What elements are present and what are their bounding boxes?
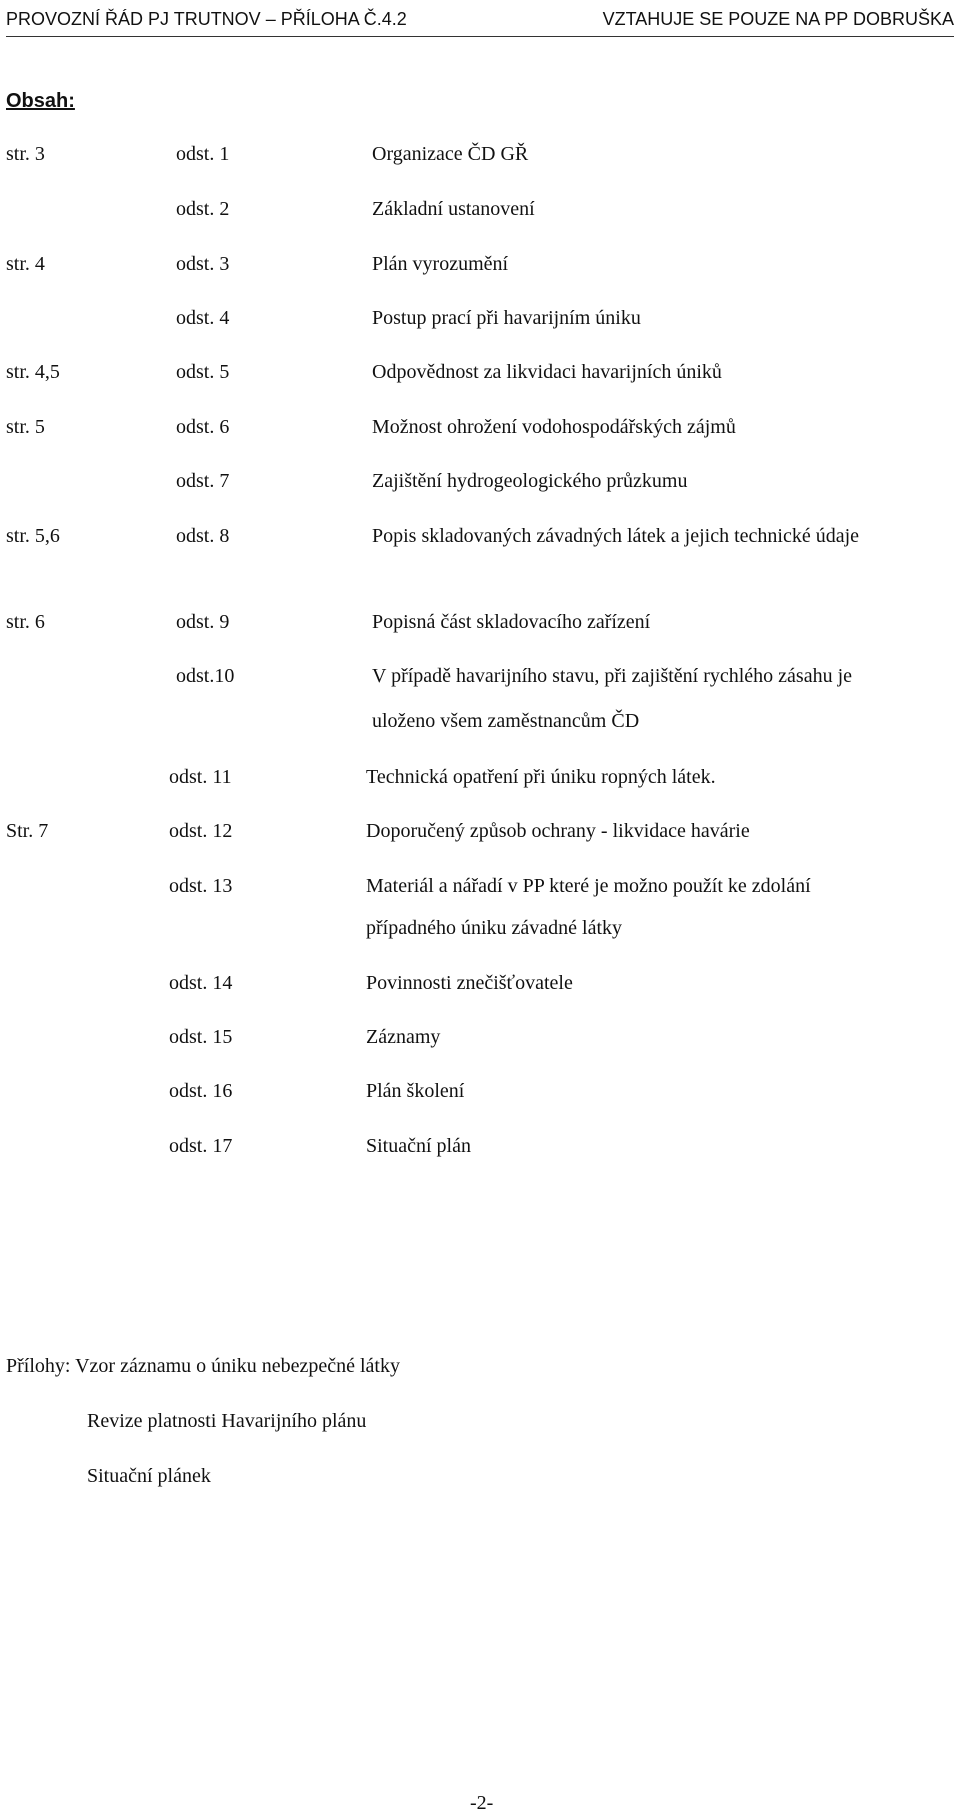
toc-text: Plán vyrozumění <box>372 253 509 275</box>
toc-text: Povinnosti znečišťovatele <box>366 972 573 994</box>
toc-text: Možnost ohrožení vodohospodářských zájmů <box>372 416 736 438</box>
toc-text: Popis skladovaných závadných látek a jejich technické údaje <box>372 525 860 547</box>
header-left: PROVOZNÍ ŘÁD PJ TRUTNOV – PŘÍLOHA Č.4.2 <box>6 9 407 29</box>
appendix-row <box>6 1351 400 1381</box>
toc-section: odst. 17 <box>169 1135 233 1157</box>
toc-text: V případě havarijního stavu, při zajištění rychlého zásahu je <box>372 665 853 687</box>
toc-text: Doporučený způsob ochrany - likvidace havárie <box>366 820 750 842</box>
appendix-item: Situační plánek <box>87 1465 211 1487</box>
toc-text: Plán školení <box>366 1080 465 1102</box>
toc-section: odst. 13 <box>169 875 233 897</box>
toc-row <box>0 968 960 998</box>
toc-text: Odpovědnost za likvidaci havarijních úniků <box>372 361 722 383</box>
appendix-label: Přílohy: <box>6 1355 71 1377</box>
toc-page: str. 5,6 <box>6 525 60 547</box>
toc-row <box>0 871 960 901</box>
toc-section: odst. 2 <box>176 198 230 220</box>
toc-row <box>0 1022 960 1052</box>
toc-text: Popisná část skladovacího zařízení <box>372 611 651 633</box>
toc-section: odst. 8 <box>176 525 230 547</box>
appendix-row <box>87 1461 211 1491</box>
toc-row-continuation <box>0 706 960 736</box>
toc-row <box>0 357 960 387</box>
appendix-item: Revize platnosti Havarijního plánu <box>87 1410 367 1432</box>
toc-section: odst. 15 <box>169 1026 233 1048</box>
toc-text-continued: uloženo všem zaměstnancům ČD <box>372 710 640 732</box>
toc-text: Materiál a nářadí v PP které je možno použít ke zdolání <box>366 875 811 897</box>
toc-section: odst. 16 <box>169 1080 233 1102</box>
toc-row <box>0 194 960 224</box>
toc-section: odst. 3 <box>176 253 230 275</box>
toc-section: odst.10 <box>176 665 235 687</box>
toc-row <box>0 1076 960 1106</box>
toc-text: Technická opatření při úniku ropných látek. <box>366 766 716 788</box>
toc-row <box>0 661 960 691</box>
toc-row <box>0 249 960 279</box>
page-number: -2- <box>470 1792 494 1814</box>
toc-text-continued: případného úniku závadné látky <box>366 917 623 939</box>
toc-row <box>0 1131 960 1161</box>
toc-text: Základní ustanovení <box>372 198 535 220</box>
appendix-row <box>87 1406 366 1436</box>
header-rule <box>6 36 954 37</box>
toc-section: odst. 14 <box>169 972 233 994</box>
toc-section: odst. 9 <box>176 611 230 633</box>
toc-row <box>0 139 960 169</box>
toc-row <box>0 303 960 333</box>
toc-page: str. 4 <box>6 253 45 275</box>
toc-row-continuation <box>0 913 960 943</box>
toc-row <box>0 607 960 637</box>
toc-section: odst. 5 <box>176 361 230 383</box>
toc-row <box>0 762 960 792</box>
toc-text: Organizace ČD GŘ <box>372 143 529 165</box>
toc-text: Situační plán <box>366 1135 471 1157</box>
toc-page: str. 6 <box>6 611 45 633</box>
toc-page: str. 3 <box>6 143 45 165</box>
toc-row <box>0 816 960 846</box>
toc-section: odst. 6 <box>176 416 230 438</box>
toc-page: Str. 7 <box>6 820 49 842</box>
toc-page: str. 5 <box>6 416 45 438</box>
appendix-item: Vzor záznamu o úniku nebezpečné látky <box>75 1355 400 1377</box>
toc-section: odst. 4 <box>176 307 230 329</box>
toc-section: odst. 12 <box>169 820 233 842</box>
toc-page: str. 4,5 <box>6 361 60 383</box>
toc-title: Obsah: <box>6 90 75 112</box>
toc-text: Zajištění hydrogeologického průzkumu <box>372 470 688 492</box>
toc-row <box>0 521 960 551</box>
toc-text: Záznamy <box>366 1026 441 1048</box>
toc-section: odst. 1 <box>176 143 230 165</box>
toc-text: Postup prací při havarijním úniku <box>372 307 641 329</box>
toc-section: odst. 7 <box>176 470 230 492</box>
toc-row <box>0 412 960 442</box>
toc-row <box>0 466 960 496</box>
header-right: VZTAHUJE SE POUZE NA PP DOBRUŠKA <box>602 9 954 29</box>
toc-section: odst. 11 <box>169 766 232 788</box>
